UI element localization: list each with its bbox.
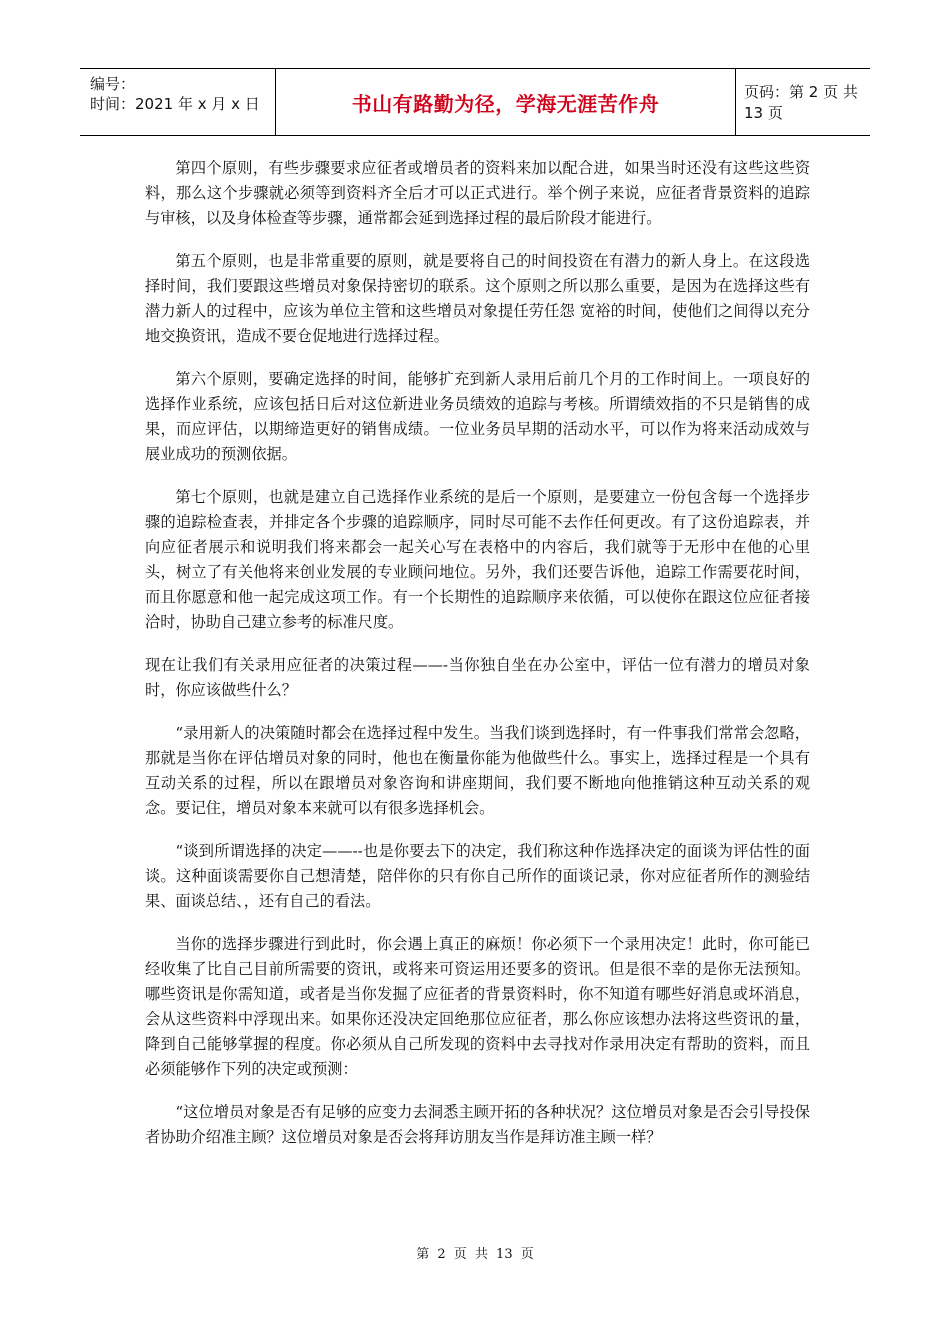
header-info-cell bbox=[80, 69, 276, 135]
header-page-cell bbox=[736, 69, 870, 135]
paragraph-quote-3: “这位增员对象是否有足够的应变力去洞悉主顾开拓的各种状况？这位增员对象是否会引导投保者协助介绍准主顾？这位增员对象是否会将拜访朋友当作是拜访准主顾一样？ bbox=[145, 1103, 810, 1146]
paragraph-principle-7: 第七个原则，也就是建立自己选择作业系统的是后一个原则，是要建立一份包含每一个选择步骤的追踪检查表，并排定各个步骤的追踪顺序，同时尽可能不去作任何更改。有了这份追踪表，并向应征者展示和说明我们将来都会一起关心写在表格中的内容后，我们就等于无形中在他的心里头，树立了有关他将来创业发展的专业顾问地位。另外，我们还要告诉他，追踪工作需要花时间，而且你愿意和他一起完成这项工作。有一个长期性的追踪顺序来依循，可以使你在跟这位应征者接洽时，协助自己建立参考的标准尺度。 bbox=[145, 488, 810, 631]
header-table bbox=[80, 68, 870, 136]
paragraph-decision-intro: 现在让我们有关录用应征者的决策过程——-当你独自坐在办公室中，评估一位有潜力的增员对象时，你应该做些什么？ bbox=[145, 656, 810, 699]
page-footer: 第 2 页 共 13 页 bbox=[416, 1247, 534, 1262]
document-body bbox=[145, 156, 810, 1168]
date-line: 时间：2021 年 x 月 x 日 bbox=[90, 95, 260, 113]
paragraph-principle-5: 第五个原则，也是非常重要的原则，就是要将自己的时间投资在有潜力的新人身上。在这段选择时间，我们要跟这些增员对象保持密切的联系。这个原则之所以那么重要，是因为在选择这些有潜力新人的过程中，应该为单位主管和这些增员对象提任劳任怨 宽裕的时间，使他们之间得以充分地交换资讯，造成不要仓促地进行选择过程。 bbox=[145, 252, 810, 345]
paragraph-quote-2: “谈到所谓选择的决定——--也是你要去下的决定，我们称这种作选择决定的面谈为评估性的面谈。这种面谈需要你自己想清楚，陪伴你的只有你自己所作的面谈记录，你对应征者所作的测验结果、面谈总结、，还有自己的看法。 bbox=[145, 842, 810, 910]
paragraph-quote-1: “录用新人的决策随时都会在选择过程中发生。当我们谈到选择时，有一件事我们常常会忽略，那就是当你在评估增员对象的同时，他也在衡量你能为他做些什么。事实上，选择过程是一个具有互动关系的过程，所以在跟增员对象咨询和讲座期间，我们要不断地向他推销这种互动关系的观念。要记住，增员对象本来就可以有很多选择机会。 bbox=[145, 724, 810, 817]
header-motto-cell bbox=[276, 69, 736, 135]
motto-text: 书山有路勤为径，学海无涯苦作舟 bbox=[351, 91, 660, 116]
paragraph-principle-6: 第六个原则，要确定选择的时间，能够扩充到新人录用后前几个月的工作时间上。一项良好的选择作业系统，应该包括日后对这位新进业务员绩效的追踪与考核。所谓绩效指的不只是销售的成果，而应评估，以期缔造更好的销售成绩。一位业务员早期的活动水平，可以作为将来活动成效与展业成功的预测依据。 bbox=[145, 370, 810, 463]
paragraph-principle-4: 第四个原则，有些步骤要求应征者或增员者的资料来加以配合进，如果当时还没有这些这些资料，那么这个步骤就必须等到资料齐全后才可以正式进行。举个例子来说，应征者背景资料的追踪与审核，以及身体检查等步骤，通常都会延到选择过程的最后阶段才能进行。 bbox=[145, 159, 810, 227]
page-info: 页码：第 2 页 共 13 页 bbox=[744, 83, 858, 122]
paragraph-decision-trouble: 当你的选择步骤进行到此时，你会遇上真正的麻烦！你必须下一个录用决定！此时，你可能已经收集了比自己目前所需要的资讯，或将来可资运用还要多的资讯。但是很不幸的是你无法预知。哪些资讯是你需知道，或者是当你发掘了应征者的背景资料时，你不知道有哪些好消息或坏消息，会从这些资料中浮现出来。如果你还没决定回绝那位应征者，那么你应该想办法将这些资讯的量，降到自己能够掌握的程度。你必须从自己所发现的资料中去寻找对作录用决定有帮助的资料，而且必须能够作下列的决定或预测： bbox=[145, 935, 810, 1078]
document-number-label: 编号： bbox=[90, 75, 136, 93]
